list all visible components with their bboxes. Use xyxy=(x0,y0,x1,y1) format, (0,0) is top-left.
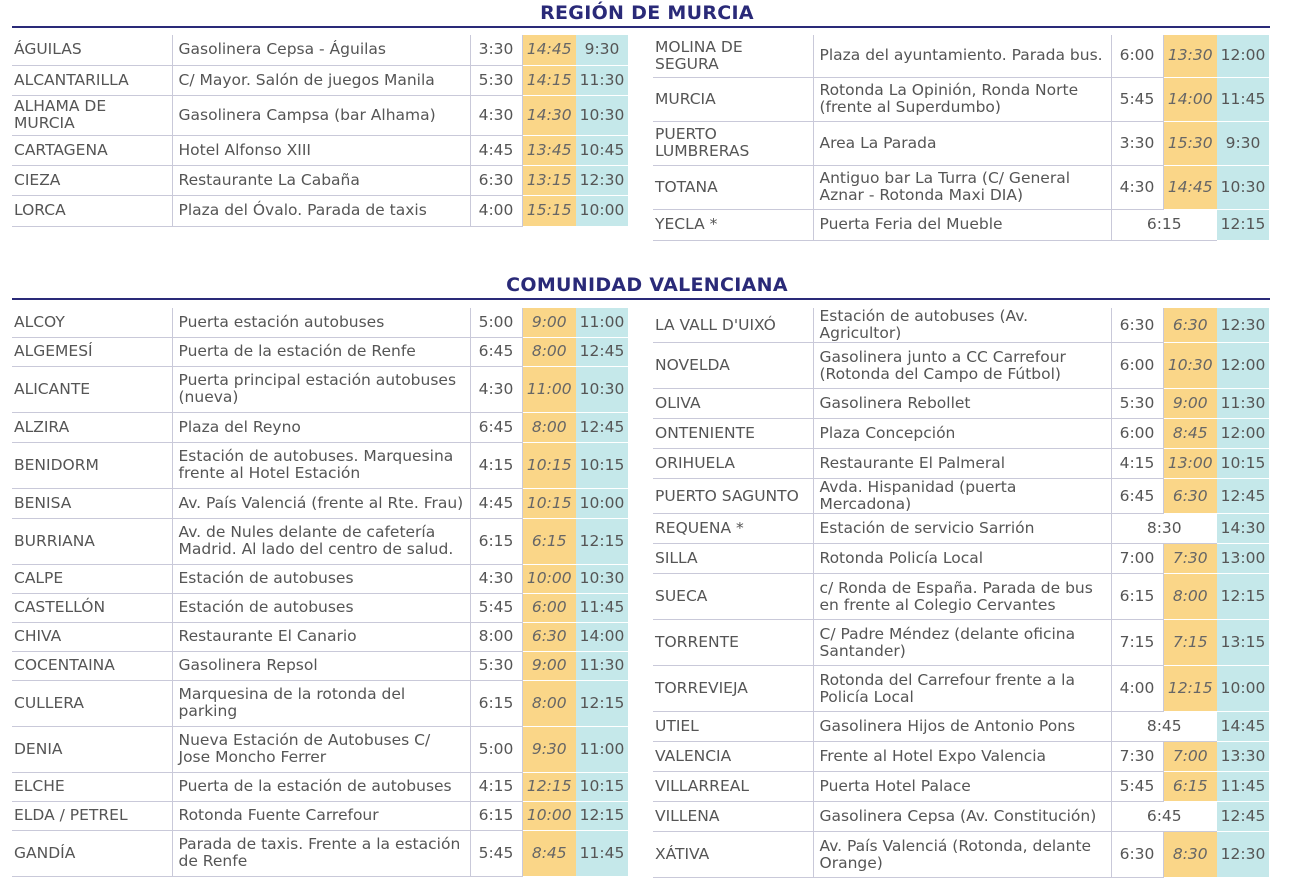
return-time-cell: 10:15 xyxy=(576,772,628,801)
pickup-point-cell: Av. de Nules delante de cafetería Madrid. Al lado del centro de salud. xyxy=(172,518,470,564)
return-time-cell: 10:00 xyxy=(576,488,628,518)
departure-time-cell: 5:45 xyxy=(1111,772,1163,802)
highlighted-time-cell: 11:00 xyxy=(522,366,576,412)
return-time-cell: 12:15 xyxy=(576,518,628,564)
highlighted-time-cell: 13:00 xyxy=(1163,449,1217,479)
return-time-cell: 12:15 xyxy=(1217,209,1269,240)
return-time-cell: 12:15 xyxy=(1217,574,1269,620)
departure-time-cell: 6:45 xyxy=(1111,802,1217,832)
locality-cell: BENIDORM xyxy=(12,442,172,488)
table-row xyxy=(12,772,628,801)
departure-time-cell: 3:30 xyxy=(470,35,522,65)
locality-cell: DENIA xyxy=(12,726,172,772)
pickup-point-cell: Restaurante El Canario xyxy=(172,622,470,651)
departure-time-cell: 4:00 xyxy=(1111,666,1163,712)
pickup-point-cell: Restaurante La Cabaña xyxy=(172,165,470,195)
locality-cell: ELCHE xyxy=(12,772,172,801)
return-time-cell: 13:00 xyxy=(1217,544,1269,574)
pickup-point-cell: C/ Padre Méndez (delante oficina Santander) xyxy=(813,620,1111,666)
pickup-point-cell: Puerta de la estación de autobuses xyxy=(172,772,470,801)
departure-time-cell: 6:30 xyxy=(470,165,522,195)
highlighted-time-cell: 6:15 xyxy=(1163,772,1217,802)
departure-time-cell: 4:15 xyxy=(1111,449,1163,479)
murcia-table-left xyxy=(12,35,628,227)
locality-cell: VILLENA xyxy=(653,802,813,832)
pickup-point-cell: Plaza del Reyno xyxy=(172,412,470,442)
pickup-point-cell: Marquesina de la rotonda del parking xyxy=(172,680,470,726)
locality-cell: ALGEMESÍ xyxy=(12,337,172,366)
return-time-cell: 12:00 xyxy=(1217,35,1269,77)
departure-time-cell: 5:30 xyxy=(470,65,522,95)
departure-time-cell: 6:00 xyxy=(1111,343,1163,389)
locality-cell: CULLERA xyxy=(12,680,172,726)
locality-cell: PUERTO SAGUNTO xyxy=(653,479,813,514)
pickup-point-cell: Av. País Valenciá (Rotonda, delante Orange) xyxy=(813,832,1111,878)
return-time-cell: 10:30 xyxy=(576,95,628,135)
locality-cell: NOVELDA xyxy=(653,343,813,389)
highlighted-time-cell: 14:45 xyxy=(1163,165,1217,209)
table-row xyxy=(653,620,1269,666)
table-row xyxy=(12,830,628,876)
pickup-point-cell: Gasolinera Repsol xyxy=(172,651,470,680)
table-row xyxy=(653,77,1269,121)
locality-cell: MOLINA DE SEGURA xyxy=(653,35,813,77)
section-title-valenciana: COMUNIDAD VALENCIANA xyxy=(506,274,788,296)
valenciana-table-right xyxy=(653,308,1269,878)
highlighted-time-cell: 14:15 xyxy=(522,65,576,95)
departure-time-cell: 5:30 xyxy=(470,651,522,680)
highlighted-time-cell: 6:00 xyxy=(522,593,576,622)
pickup-point-cell: Frente al Hotel Expo Valencia xyxy=(813,742,1111,772)
pickup-point-cell: Plaza Concepción xyxy=(813,419,1111,449)
highlighted-time-cell: 6:15 xyxy=(522,518,576,564)
pickup-point-cell: Puerta Feria del Mueble xyxy=(813,209,1111,240)
pickup-point-cell: Parada de taxis. Frente a la estación de Renfe xyxy=(172,830,470,876)
table-row xyxy=(653,479,1269,514)
pickup-point-cell: Gasolinera Campsa (bar Alhama) xyxy=(172,95,470,135)
pickup-point-cell: Estación de autobuses. Marquesina frente al Hotel Estación xyxy=(172,442,470,488)
table-row xyxy=(12,95,628,135)
table-row xyxy=(653,121,1269,165)
return-time-cell: 12:45 xyxy=(1217,802,1269,832)
pickup-point-cell: Gasolinera junto a CC Carrefour (Rotonda del Campo de Fútbol) xyxy=(813,343,1111,389)
table-row xyxy=(653,544,1269,574)
departure-time-cell: 5:45 xyxy=(470,830,522,876)
table-row xyxy=(653,35,1269,77)
highlighted-time-cell: 8:00 xyxy=(522,680,576,726)
locality-cell: CALPE xyxy=(12,564,172,593)
departure-time-cell: 6:45 xyxy=(1111,479,1163,514)
locality-cell: BURRIANA xyxy=(12,518,172,564)
table-row xyxy=(12,195,628,226)
table-row xyxy=(12,518,628,564)
return-time-cell: 10:30 xyxy=(576,366,628,412)
return-time-cell: 10:00 xyxy=(1217,666,1269,712)
locality-cell: ORIHUELA xyxy=(653,449,813,479)
return-time-cell: 12:00 xyxy=(1217,419,1269,449)
return-time-cell: 14:45 xyxy=(1217,712,1269,742)
return-time-cell: 10:00 xyxy=(576,195,628,226)
locality-cell: ONTENIENTE xyxy=(653,419,813,449)
locality-cell: ÁGUILAS xyxy=(12,35,172,65)
pickup-point-cell: Avda. Hispanidad (puerta Mercadona) xyxy=(813,479,1111,514)
departure-time-cell: 4:00 xyxy=(470,195,522,226)
table-row xyxy=(12,680,628,726)
highlighted-time-cell: 10:15 xyxy=(522,442,576,488)
locality-cell: ALICANTE xyxy=(12,366,172,412)
departure-time-cell: 6:15 xyxy=(1111,209,1217,240)
highlighted-time-cell: 13:15 xyxy=(522,165,576,195)
return-time-cell: 12:45 xyxy=(1217,479,1269,514)
return-time-cell: 10:30 xyxy=(1217,165,1269,209)
return-time-cell: 11:45 xyxy=(1217,77,1269,121)
pickup-point-cell: Gasolinera Cepsa (Av. Constitución) xyxy=(813,802,1111,832)
pickup-point-cell: Rotonda La Opinión, Ronda Norte (frente al Superdumbo) xyxy=(813,77,1111,121)
table-row xyxy=(653,449,1269,479)
highlighted-time-cell: 8:00 xyxy=(1163,574,1217,620)
departure-time-cell: 4:45 xyxy=(470,135,522,165)
departure-time-cell: 4:30 xyxy=(470,95,522,135)
locality-cell: BENISA xyxy=(12,488,172,518)
table-row xyxy=(653,343,1269,389)
highlighted-time-cell: 8:00 xyxy=(522,412,576,442)
table-row xyxy=(12,412,628,442)
departure-time-cell: 8:00 xyxy=(470,622,522,651)
return-time-cell: 12:15 xyxy=(576,801,628,830)
pickup-point-cell: c/ Ronda de España. Parada de bus en frente al Colegio Cervantes xyxy=(813,574,1111,620)
table-row xyxy=(653,802,1269,832)
locality-cell: CIEZA xyxy=(12,165,172,195)
highlighted-time-cell: 15:15 xyxy=(522,195,576,226)
highlighted-time-cell: 13:45 xyxy=(522,135,576,165)
locality-cell: ELDA / PETREL xyxy=(12,801,172,830)
locality-cell: TOTANA xyxy=(653,165,813,209)
highlighted-time-cell: 10:15 xyxy=(522,488,576,518)
departure-time-cell: 6:45 xyxy=(470,412,522,442)
pickup-point-cell: Puerta Hotel Palace xyxy=(813,772,1111,802)
return-time-cell: 10:30 xyxy=(576,564,628,593)
table-row xyxy=(653,666,1269,712)
locality-cell: ALCANTARILLA xyxy=(12,65,172,95)
table-row xyxy=(653,772,1269,802)
departure-time-cell: 6:00 xyxy=(1111,419,1163,449)
locality-cell: UTIEL xyxy=(653,712,813,742)
section-rule-valenciana xyxy=(12,298,1270,300)
pickup-point-cell: Av. País Valenciá (frente al Rte. Frau) xyxy=(172,488,470,518)
departure-time-cell: 5:00 xyxy=(470,308,522,337)
departure-time-cell: 5:30 xyxy=(1111,389,1163,419)
return-time-cell: 12:30 xyxy=(576,165,628,195)
return-time-cell: 9:30 xyxy=(1217,121,1269,165)
return-time-cell: 14:00 xyxy=(576,622,628,651)
pickup-point-cell: Rotonda del Carrefour frente a la Policía Local xyxy=(813,666,1111,712)
return-time-cell: 13:15 xyxy=(1217,620,1269,666)
locality-cell: VILLARREAL xyxy=(653,772,813,802)
highlighted-time-cell: 6:30 xyxy=(1163,308,1217,343)
locality-cell: ALCOY xyxy=(12,308,172,337)
locality-cell: COCENTAINA xyxy=(12,651,172,680)
highlighted-time-cell: 9:30 xyxy=(522,726,576,772)
pickup-point-cell: Gasolinera Cepsa - Águilas xyxy=(172,35,470,65)
highlighted-time-cell: 9:00 xyxy=(522,308,576,337)
locality-cell: ALZIRA xyxy=(12,412,172,442)
pickup-point-cell: Puerta estación autobuses xyxy=(172,308,470,337)
table-row xyxy=(12,564,628,593)
locality-cell: VALENCIA xyxy=(653,742,813,772)
table-row xyxy=(653,419,1269,449)
pickup-point-cell: Estación de autobuses xyxy=(172,593,470,622)
table-row xyxy=(653,514,1269,544)
table-row xyxy=(653,712,1269,742)
highlighted-time-cell: 8:45 xyxy=(522,830,576,876)
departure-time-cell: 5:45 xyxy=(470,593,522,622)
table-row xyxy=(12,135,628,165)
return-time-cell: 11:30 xyxy=(1217,389,1269,419)
table-row xyxy=(653,308,1269,343)
table-row xyxy=(12,442,628,488)
highlighted-time-cell: 7:30 xyxy=(1163,544,1217,574)
highlighted-time-cell: 7:00 xyxy=(1163,742,1217,772)
highlighted-time-cell: 6:30 xyxy=(1163,479,1217,514)
locality-cell: CARTAGENA xyxy=(12,135,172,165)
section-title-murcia: REGIÓN DE MURCIA xyxy=(540,2,754,24)
return-time-cell: 11:00 xyxy=(576,726,628,772)
table-row xyxy=(653,742,1269,772)
highlighted-time-cell: 14:00 xyxy=(1163,77,1217,121)
table-row xyxy=(12,488,628,518)
highlighted-time-cell: 12:15 xyxy=(1163,666,1217,712)
locality-cell: CHIVA xyxy=(12,622,172,651)
pickup-point-cell: Estación de autobuses (Av. Agricultor) xyxy=(813,308,1111,343)
departure-time-cell: 7:00 xyxy=(1111,544,1163,574)
departure-time-cell: 8:30 xyxy=(1111,514,1217,544)
locality-cell: LORCA xyxy=(12,195,172,226)
locality-cell: TORRENTE xyxy=(653,620,813,666)
pickup-point-cell: C/ Mayor. Salón de juegos Manila xyxy=(172,65,470,95)
table-row xyxy=(12,366,628,412)
locality-cell: GANDÍA xyxy=(12,830,172,876)
highlighted-time-cell: 12:15 xyxy=(522,772,576,801)
pickup-point-cell: Gasolinera Rebollet xyxy=(813,389,1111,419)
return-time-cell: 14:30 xyxy=(1217,514,1269,544)
return-time-cell: 11:30 xyxy=(576,65,628,95)
table-row xyxy=(12,165,628,195)
pickup-point-cell: Antiguo bar La Turra (C/ General Aznar - Rotonda Maxi DIA) xyxy=(813,165,1111,209)
return-time-cell: 9:30 xyxy=(576,35,628,65)
highlighted-time-cell: 10:00 xyxy=(522,564,576,593)
table-row xyxy=(12,35,628,65)
table-row xyxy=(653,574,1269,620)
highlighted-time-cell: 9:00 xyxy=(522,651,576,680)
return-time-cell: 12:30 xyxy=(1217,308,1269,343)
highlighted-time-cell: 10:00 xyxy=(522,801,576,830)
pickup-point-cell: Estación de servicio Sarrión xyxy=(813,514,1111,544)
return-time-cell: 11:45 xyxy=(576,593,628,622)
table-row xyxy=(653,389,1269,419)
locality-cell: REQUENA * xyxy=(653,514,813,544)
departure-time-cell: 3:30 xyxy=(1111,121,1163,165)
pickup-point-cell: Rotonda Policía Local xyxy=(813,544,1111,574)
table-row xyxy=(653,165,1269,209)
pickup-point-cell: Hotel Alfonso XIII xyxy=(172,135,470,165)
departure-time-cell: 4:15 xyxy=(470,442,522,488)
table-row xyxy=(12,801,628,830)
highlighted-time-cell: 7:15 xyxy=(1163,620,1217,666)
departure-time-cell: 4:30 xyxy=(470,366,522,412)
departure-time-cell: 8:45 xyxy=(1111,712,1217,742)
highlighted-time-cell: 8:00 xyxy=(522,337,576,366)
locality-cell: PUERTO LUMBRERAS xyxy=(653,121,813,165)
valenciana-table-left xyxy=(12,308,628,877)
highlighted-time-cell: 8:45 xyxy=(1163,419,1217,449)
table-row xyxy=(12,651,628,680)
pickup-point-cell: Puerta de la estación de Renfe xyxy=(172,337,470,366)
return-time-cell: 10:45 xyxy=(576,135,628,165)
departure-time-cell: 6:15 xyxy=(470,801,522,830)
departure-time-cell: 6:30 xyxy=(1111,832,1163,878)
departure-time-cell: 4:15 xyxy=(470,772,522,801)
return-time-cell: 10:15 xyxy=(1217,449,1269,479)
return-time-cell: 12:00 xyxy=(1217,343,1269,389)
table-row xyxy=(12,726,628,772)
departure-time-cell: 6:15 xyxy=(470,518,522,564)
departure-time-cell: 6:30 xyxy=(1111,308,1163,343)
return-time-cell: 12:30 xyxy=(1217,832,1269,878)
table-row xyxy=(12,337,628,366)
departure-time-cell: 6:00 xyxy=(1111,35,1163,77)
pickup-point-cell: Area La Parada xyxy=(813,121,1111,165)
departure-time-cell: 6:15 xyxy=(470,680,522,726)
departure-time-cell: 6:15 xyxy=(1111,574,1163,620)
locality-cell: SUECA xyxy=(653,574,813,620)
highlighted-time-cell: 10:30 xyxy=(1163,343,1217,389)
table-row xyxy=(653,209,1269,240)
departure-time-cell: 6:45 xyxy=(470,337,522,366)
return-time-cell: 12:15 xyxy=(576,680,628,726)
table-row xyxy=(12,308,628,337)
pickup-point-cell: Plaza del ayuntamiento. Parada bus. xyxy=(813,35,1111,77)
pickup-point-cell: Restaurante El Palmeral xyxy=(813,449,1111,479)
highlighted-time-cell: 14:30 xyxy=(522,95,576,135)
highlighted-time-cell: 9:00 xyxy=(1163,389,1217,419)
highlighted-time-cell: 8:30 xyxy=(1163,832,1217,878)
locality-cell: YECLA * xyxy=(653,209,813,240)
return-time-cell: 11:30 xyxy=(576,651,628,680)
pickup-point-cell: Plaza del Óvalo. Parada de taxis xyxy=(172,195,470,226)
return-time-cell: 13:30 xyxy=(1217,742,1269,772)
table-row xyxy=(653,832,1269,878)
departure-time-cell: 7:30 xyxy=(1111,742,1163,772)
pickup-point-cell: Gasolinera Hijos de Antonio Pons xyxy=(813,712,1111,742)
table-row xyxy=(12,593,628,622)
locality-cell: XÁTIVA xyxy=(653,832,813,878)
departure-time-cell: 5:00 xyxy=(470,726,522,772)
departure-time-cell: 4:45 xyxy=(470,488,522,518)
pickup-point-cell: Nueva Estación de Autobuses C/ Jose Moncho Ferrer xyxy=(172,726,470,772)
departure-time-cell: 7:15 xyxy=(1111,620,1163,666)
locality-cell: CASTELLÓN xyxy=(12,593,172,622)
pickup-point-cell: Rotonda Fuente Carrefour xyxy=(172,801,470,830)
departure-time-cell: 5:45 xyxy=(1111,77,1163,121)
table-row xyxy=(12,65,628,95)
return-time-cell: 12:45 xyxy=(576,337,628,366)
locality-cell: OLIVA xyxy=(653,389,813,419)
highlighted-time-cell: 14:45 xyxy=(522,35,576,65)
return-time-cell: 11:45 xyxy=(576,830,628,876)
locality-cell: SILLA xyxy=(653,544,813,574)
highlighted-time-cell: 6:30 xyxy=(522,622,576,651)
pickup-point-cell: Puerta principal estación autobuses (nueva) xyxy=(172,366,470,412)
return-time-cell: 12:45 xyxy=(576,412,628,442)
highlighted-time-cell: 13:30 xyxy=(1163,35,1217,77)
locality-cell: LA VALL D'UIXÓ xyxy=(653,308,813,343)
locality-cell: ALHAMA DE MURCIA xyxy=(12,95,172,135)
murcia-table-right xyxy=(653,35,1269,241)
departure-time-cell: 4:30 xyxy=(470,564,522,593)
locality-cell: TORREVIEJA xyxy=(653,666,813,712)
return-time-cell: 11:00 xyxy=(576,308,628,337)
locality-cell: MURCIA xyxy=(653,77,813,121)
highlighted-time-cell: 15:30 xyxy=(1163,121,1217,165)
table-row xyxy=(12,622,628,651)
return-time-cell: 10:15 xyxy=(576,442,628,488)
return-time-cell: 11:45 xyxy=(1217,772,1269,802)
section-rule-murcia xyxy=(12,26,1270,28)
pickup-point-cell: Estación de autobuses xyxy=(172,564,470,593)
departure-time-cell: 4:30 xyxy=(1111,165,1163,209)
